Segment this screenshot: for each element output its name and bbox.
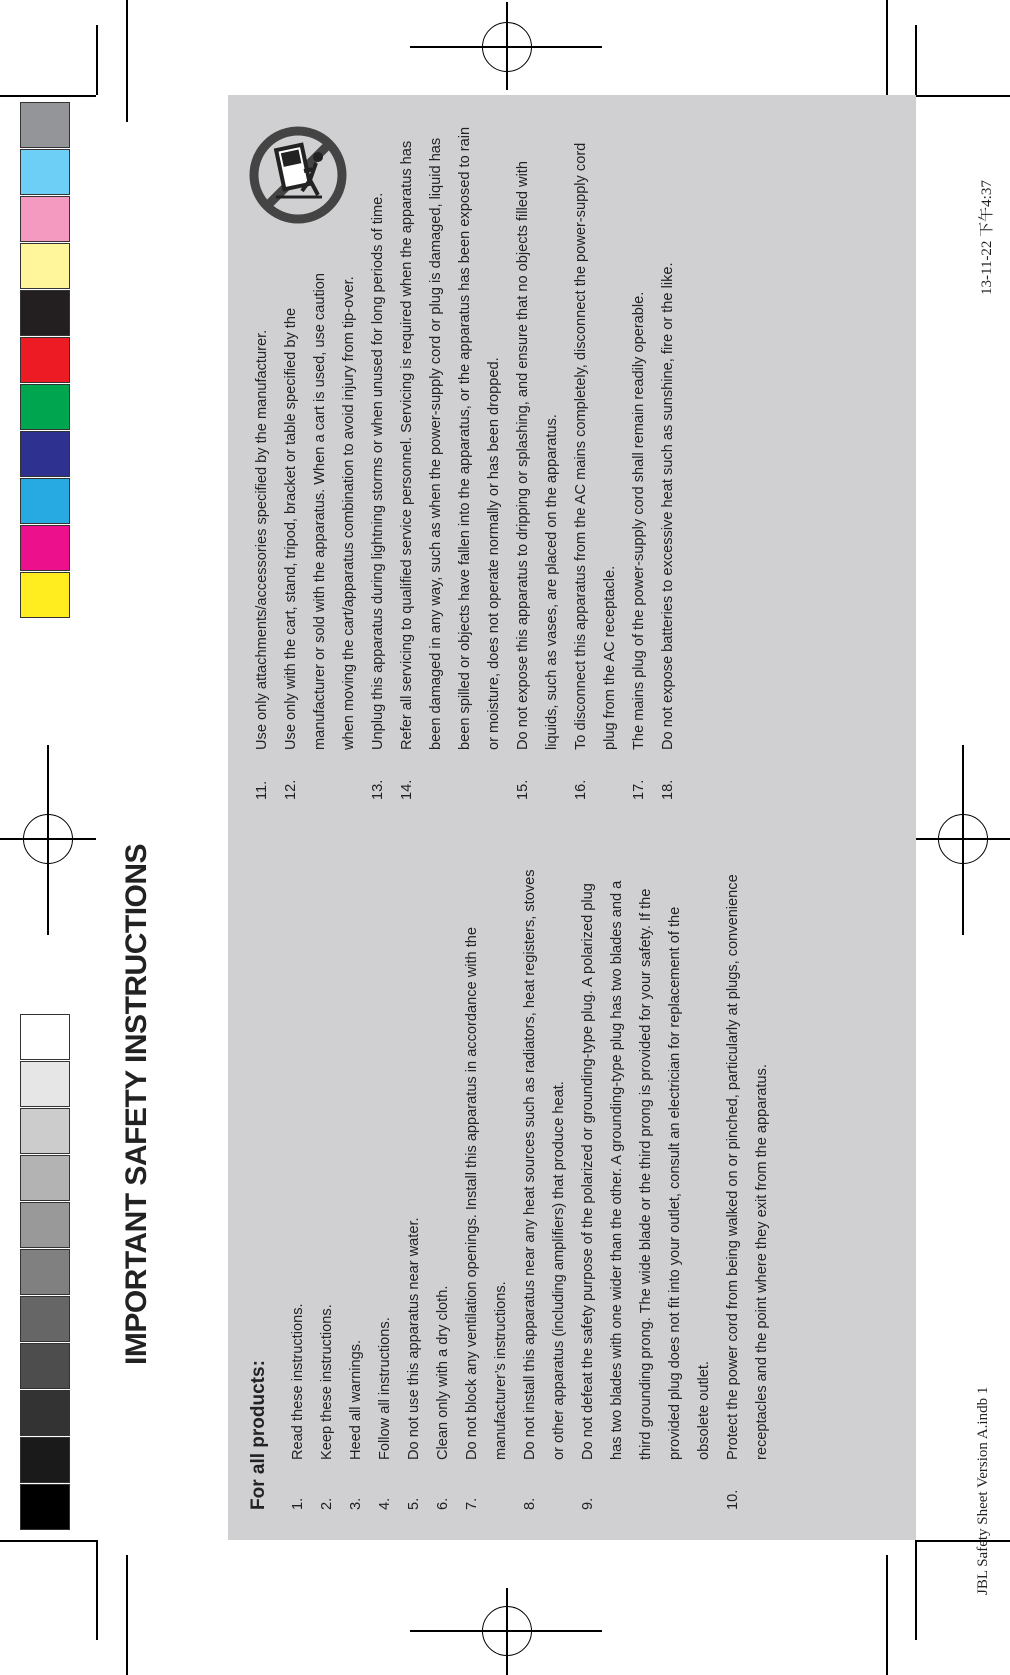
item-number: 9. bbox=[580, 1497, 596, 1510]
crop-mark-top-right-v2 bbox=[915, 25, 917, 95]
list-item bbox=[574, 860, 719, 1510]
color-swatch bbox=[20, 337, 70, 383]
item-number: 10. bbox=[725, 1489, 741, 1510]
list-item bbox=[625, 120, 654, 800]
no-cart-tip-over-icon bbox=[248, 125, 348, 225]
crop-mark-bottom-left-horizontal bbox=[0, 1540, 96, 1542]
item-text: Use only attachments/accessories specified by the manufacturer. bbox=[254, 329, 270, 750]
timestamp: 13-11-22 下午4:37 bbox=[979, 180, 995, 295]
crop-mark-top-left-v2 bbox=[96, 25, 98, 95]
gray-swatch bbox=[20, 1108, 70, 1154]
item-number: 8. bbox=[522, 1497, 538, 1510]
item-text: Heed all warnings. bbox=[348, 1339, 364, 1460]
crop-mark-bottom-right-v2 bbox=[915, 1540, 917, 1640]
color-swatch bbox=[20, 149, 70, 195]
gray-swatch bbox=[20, 1014, 70, 1060]
list-item bbox=[313, 860, 342, 1510]
list-item bbox=[719, 860, 777, 1510]
item-text: To disconnect this apparatus from the AC mains completely, disconnect the power-supply cord plug from the AC receptacle. bbox=[573, 142, 618, 750]
item-text: Do not expose batteries to excessive heat such as sunshine, fire or the like. bbox=[660, 262, 676, 750]
crop-mark-bottom-left-vertical bbox=[126, 1555, 128, 1675]
page-title: IMPORTANT SAFETY INSTRUCTIONS bbox=[120, 843, 153, 1365]
crop-mark-bottom-left-v2 bbox=[96, 1540, 98, 1640]
item-number: 3. bbox=[348, 1497, 364, 1510]
item-number: 1. bbox=[290, 1497, 306, 1510]
gray-swatch bbox=[20, 1437, 70, 1483]
color-swatch bbox=[20, 478, 70, 524]
item-number: 6. bbox=[435, 1497, 451, 1510]
subheading: For all products: bbox=[248, 1360, 269, 1510]
color-swatch bbox=[20, 525, 70, 571]
gray-swatch bbox=[20, 1202, 70, 1248]
item-text: Unplug this apparatus during lightning storms or when unused for long periods of time. bbox=[370, 192, 386, 750]
item-text: The mains plug of the power-supply cord shall remain readily operable. bbox=[631, 291, 647, 750]
item-text: Clean only with a dry cloth. bbox=[435, 1285, 451, 1460]
color-swatch bbox=[20, 384, 70, 430]
item-text: Follow all instructions. bbox=[377, 1317, 393, 1460]
list-item bbox=[364, 120, 393, 800]
color-swatch bbox=[20, 572, 70, 618]
item-text: Do not use this apparatus near water. bbox=[406, 1217, 422, 1460]
safety-sheet-page bbox=[120, 95, 916, 1540]
item-number: 14. bbox=[399, 779, 415, 800]
item-text: Keep these instructions. bbox=[319, 1304, 335, 1460]
color-swatch bbox=[20, 431, 70, 477]
list-item bbox=[516, 860, 574, 1510]
item-text: Do not block any ventilation openings. Install this apparatus in accordance with the manufacturer’s instructions. bbox=[464, 927, 509, 1460]
item-number: 7. bbox=[464, 1497, 480, 1510]
list-item bbox=[567, 120, 625, 800]
list-item bbox=[654, 120, 683, 800]
item-number: 11. bbox=[254, 780, 270, 800]
list-item bbox=[393, 120, 509, 800]
file-label: JBL Safety Sheet Version A.indb 1 bbox=[975, 1386, 991, 1595]
list-item bbox=[284, 860, 313, 1510]
instruction-list-1 bbox=[284, 860, 777, 1510]
item-number: 17. bbox=[631, 779, 647, 800]
item-number: 16. bbox=[573, 779, 589, 800]
item-text: Do not expose this apparatus to dripping or splashing, and ensure that no objects filled with liquids, such as vases, are placed on the apparatus. bbox=[515, 161, 560, 750]
item-text: Protect the power cord from being walked on or pinched, particularly at plugs, convenience receptacles and the point where they exit from the apparatus. bbox=[725, 874, 770, 1460]
crop-mark-bottom-right-horizontal bbox=[915, 1540, 1010, 1542]
color-swatch bbox=[20, 243, 70, 289]
list-item bbox=[342, 860, 371, 1510]
item-text: Do not defeat the safety purpose of the polarized or grounding-type plug. A polarized plug has two blades with one wider than the other. A grounding-type plug has two blades and a third grounding prong. The wide blade or the third prong is provided for your safety. If the provided plug does not fit into your outlet, consult an electrician for replacement of the obsolete outlet. bbox=[580, 880, 712, 1460]
item-number: 18. bbox=[660, 779, 676, 800]
gray-swatch bbox=[20, 1061, 70, 1107]
list-item bbox=[429, 860, 458, 1510]
item-text: Use only with the cart, stand, tripod, bracket or table specified by the manufacturer or sold with the apparatus. When a cart is used, use caution when moving the cart/apparatus combination to avoid injury from tip-over. bbox=[283, 273, 357, 750]
list-item bbox=[509, 120, 567, 800]
item-number: 15. bbox=[515, 779, 531, 800]
color-swatch bbox=[20, 102, 70, 148]
color-swatch bbox=[20, 196, 70, 242]
list-item bbox=[458, 860, 516, 1510]
crop-mark-top-left-horizontal bbox=[0, 95, 96, 97]
gray-swatch bbox=[20, 1484, 70, 1530]
item-number: 12. bbox=[283, 779, 299, 800]
gray-swatch bbox=[20, 1249, 70, 1295]
item-text: Refer all servicing to qualified service personnel. Servicing is required when the apparatus has been damaged in any way, such as when the power-supply cord or plug is damaged, liquid has been spilled or objects have fallen into the apparatus, or the apparatus has been exposed to rain or moisture, does not operate normally or has been dropped. bbox=[399, 126, 502, 750]
item-text: Do not install this apparatus near any heat sources such as radiators, heat registers, stoves or other apparatus (including amplifiers) that produce heat. bbox=[522, 869, 567, 1460]
item-number: 2. bbox=[319, 1497, 335, 1510]
crop-mark-bottom-right-vertical bbox=[886, 1555, 888, 1675]
item-number: 5. bbox=[406, 1497, 422, 1510]
crop-mark-top-right-horizontal bbox=[915, 95, 1010, 97]
list-item bbox=[371, 860, 400, 1510]
column-left bbox=[248, 860, 777, 1510]
gray-swatch bbox=[20, 1343, 70, 1389]
gray-swatch bbox=[20, 1296, 70, 1342]
gray-swatch bbox=[20, 1390, 70, 1436]
item-number: 4. bbox=[377, 1497, 393, 1510]
item-number: 13. bbox=[370, 779, 386, 800]
crop-mark-top-left-vertical bbox=[126, 0, 128, 122]
list-item bbox=[400, 860, 429, 1510]
item-text: Read these instructions. bbox=[290, 1303, 306, 1460]
color-swatch bbox=[20, 290, 70, 336]
gray-swatch bbox=[20, 1155, 70, 1201]
